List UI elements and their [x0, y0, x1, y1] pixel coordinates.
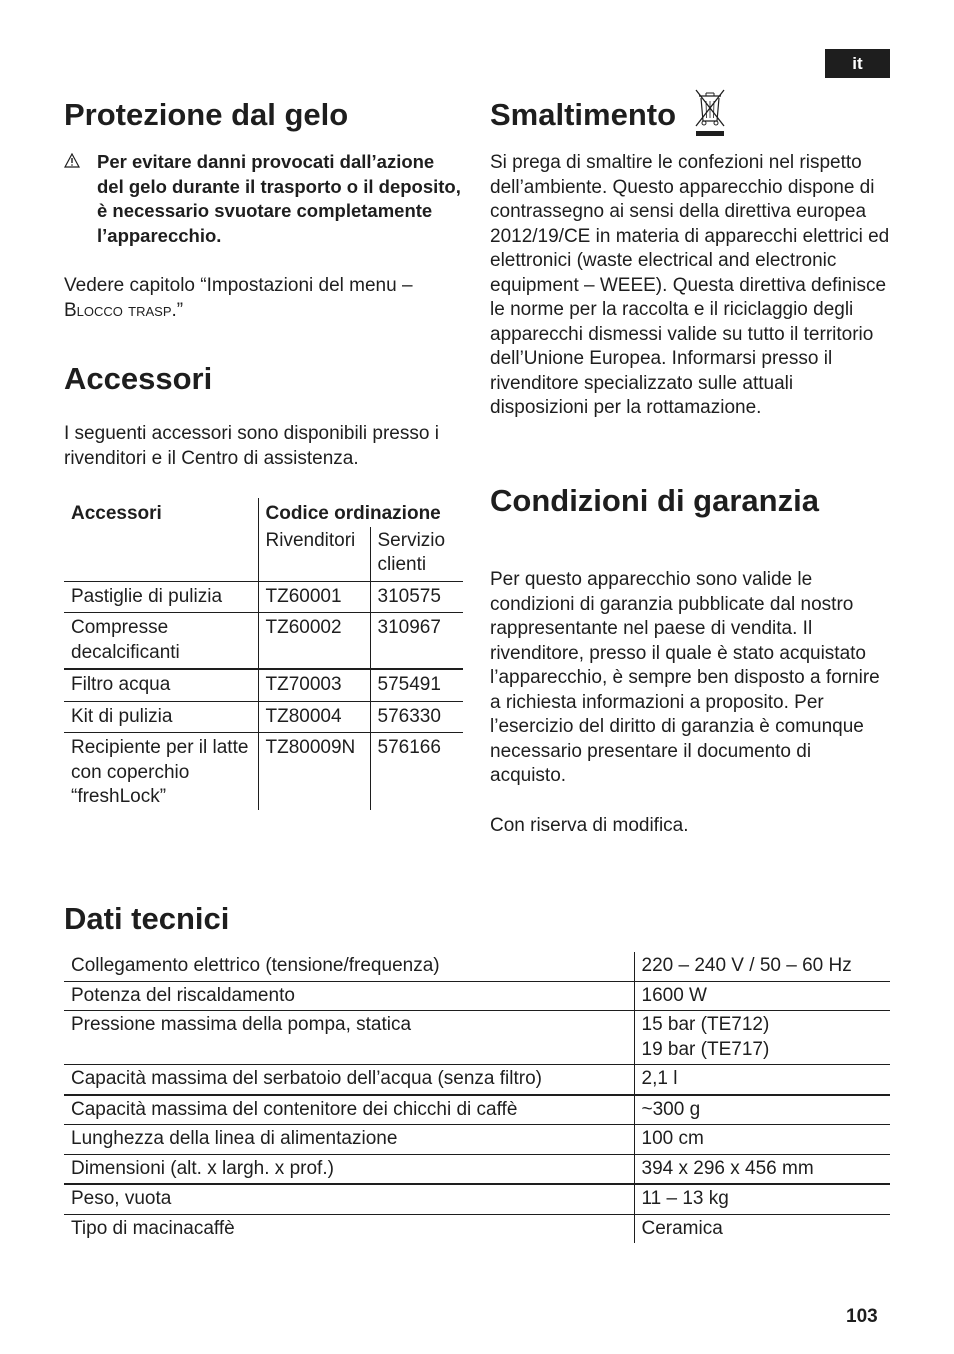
header-rivenditori: Rivenditori [258, 527, 370, 582]
table-row [64, 1184, 890, 1214]
frost-note-suffix: .” [171, 299, 184, 321]
row-service: 575491 [370, 669, 463, 701]
table-row [64, 981, 890, 1011]
header-accessori: Accessori [64, 498, 258, 581]
tech-label: Peso, vuota [64, 1184, 634, 1214]
table-row [64, 1125, 890, 1155]
tech-title: Dati tecnici [64, 901, 230, 936]
tech-label: Collegamento elettrico (tensione/frequenza) [64, 952, 634, 981]
row-dealer: TZ60002 [258, 613, 370, 670]
row-name: Filtro acqua [64, 669, 258, 701]
table-row [64, 701, 463, 733]
language-tab: it [825, 49, 890, 78]
tech-label: Capacità massima del contenitore dei chicchi di caffè [64, 1095, 634, 1125]
warranty-text: Per questo apparecchio sono valide le condizioni di garanzia pubblicate dal nostro rappresentante nel paese di vendita. Il rivenditore, presso il quale è stato acquistato l’apparecchio, è sempre ben disposto a fornire a richiesta informazioni a proposito. Per l’esercizio del diritto di garanzia è comunque necessario presentare il documento di acquisto. [490, 569, 880, 786]
frost-warning [64, 150, 464, 248]
tech-value-line1: 15 bar (TE712) [641, 1014, 770, 1035]
table-row [64, 1095, 890, 1125]
table-row [64, 669, 463, 701]
row-service: 310575 [370, 581, 463, 613]
tech-value-line2: 19 bar (TE717) [641, 1038, 770, 1060]
page-number: 103 [846, 1306, 878, 1327]
tech-label: Dimensioni (alt. x largh. x prof.) [64, 1154, 634, 1184]
tech-value: ~300 g [634, 1095, 890, 1125]
tech-label: Lunghezza della linea di alimentazione [64, 1125, 634, 1155]
row-name: Kit di pulizia [64, 701, 258, 733]
row-dealer: TZ80004 [258, 701, 370, 733]
table-header-row [64, 498, 463, 527]
tech-table [64, 952, 890, 1243]
table-row [64, 1065, 890, 1095]
frost-note-menu: Blocco trasp [64, 299, 172, 321]
disposal-title: Smaltimento [490, 97, 677, 132]
disposal-text: Si prega di smaltire le confezioni nel rispetto dell’ambiente. Questo apparecchio dispone di contrassegno ai sensi della direttiva europea 2012/19/CE in materia di apparecchi elettrici ed elettronici (waste electrical and electronic equipment – WEEE). Questa direttiva definisce le norme per la raccolta e il riciclaggio degli apparecchi dismessi valide su tutto il territorio dell’Unione Europea. Informarsi presso il rivenditore specializzato sulle attuali disposizioni per la rottamazione. [490, 152, 890, 418]
header-codice: Codice ordinazione [265, 503, 441, 524]
tech-label: Potenza del riscaldamento [64, 981, 634, 1011]
row-service: 310967 [370, 613, 463, 670]
tech-value: 100 cm [634, 1125, 890, 1155]
header-servizio: Servizio clienti [370, 527, 463, 582]
table-row [64, 581, 463, 613]
warranty-title: Condizioni di garanzia [490, 483, 819, 518]
frost-note-prefix: Vedere capitolo “Impostazioni del menu – [64, 275, 413, 296]
tech-value: 394 x 296 x 456 mm [634, 1154, 890, 1184]
tech-value: 1600 W [634, 981, 890, 1011]
table-row [64, 952, 890, 981]
tech-label: Tipo di macinacaffè [71, 1217, 235, 1239]
frost-title: Protezione dal gelo [64, 97, 349, 132]
accessories-intro: I seguenti accessori sono disponibili presso i rivenditori e il Centro di assistenza. [64, 423, 439, 469]
row-name: Pastiglie di pulizia [64, 581, 258, 613]
row-name: Compresse decalcificanti [64, 613, 258, 670]
warning-triangle-icon [64, 152, 80, 173]
tech-label: Pressione massima della pompa, statica [64, 1011, 634, 1065]
row-name: Recipiente per il latte con coperchio “freshLock” [64, 733, 258, 810]
tech-value [634, 1011, 890, 1065]
row-dealer: TZ70003 [258, 669, 370, 701]
table-row [64, 1011, 890, 1065]
tech-value: Ceramica [634, 1214, 890, 1243]
accessories-table [64, 498, 463, 810]
row-service: 576330 [370, 701, 463, 733]
frost-note [64, 274, 454, 323]
row-dealer: TZ80009N [258, 733, 370, 810]
tech-value: 220 – 240 V / 50 – 60 Hz [634, 952, 890, 981]
row-dealer: TZ60001 [258, 581, 370, 613]
tech-value: 2,1 l [634, 1065, 890, 1095]
table-row [64, 1214, 890, 1243]
frost-warning-text: Per evitare danni provocati dall’azione del gelo durante il trasporto o il deposito, è necessario svuotare completamente l’apparecchio. [97, 151, 461, 246]
accessories-title: Accessori [64, 361, 213, 396]
tech-value: 11 – 13 kg [634, 1184, 890, 1214]
warranty-reserve: Con riserva di modifica. [490, 815, 689, 836]
row-service: 576166 [377, 737, 441, 758]
table-row [64, 733, 463, 810]
crossed-out-bin-icon [692, 87, 728, 137]
tech-label: Capacità massima del serbatoio dell’acqua (senza filtro) [64, 1065, 634, 1095]
table-row [64, 613, 463, 670]
table-row [64, 1154, 890, 1184]
